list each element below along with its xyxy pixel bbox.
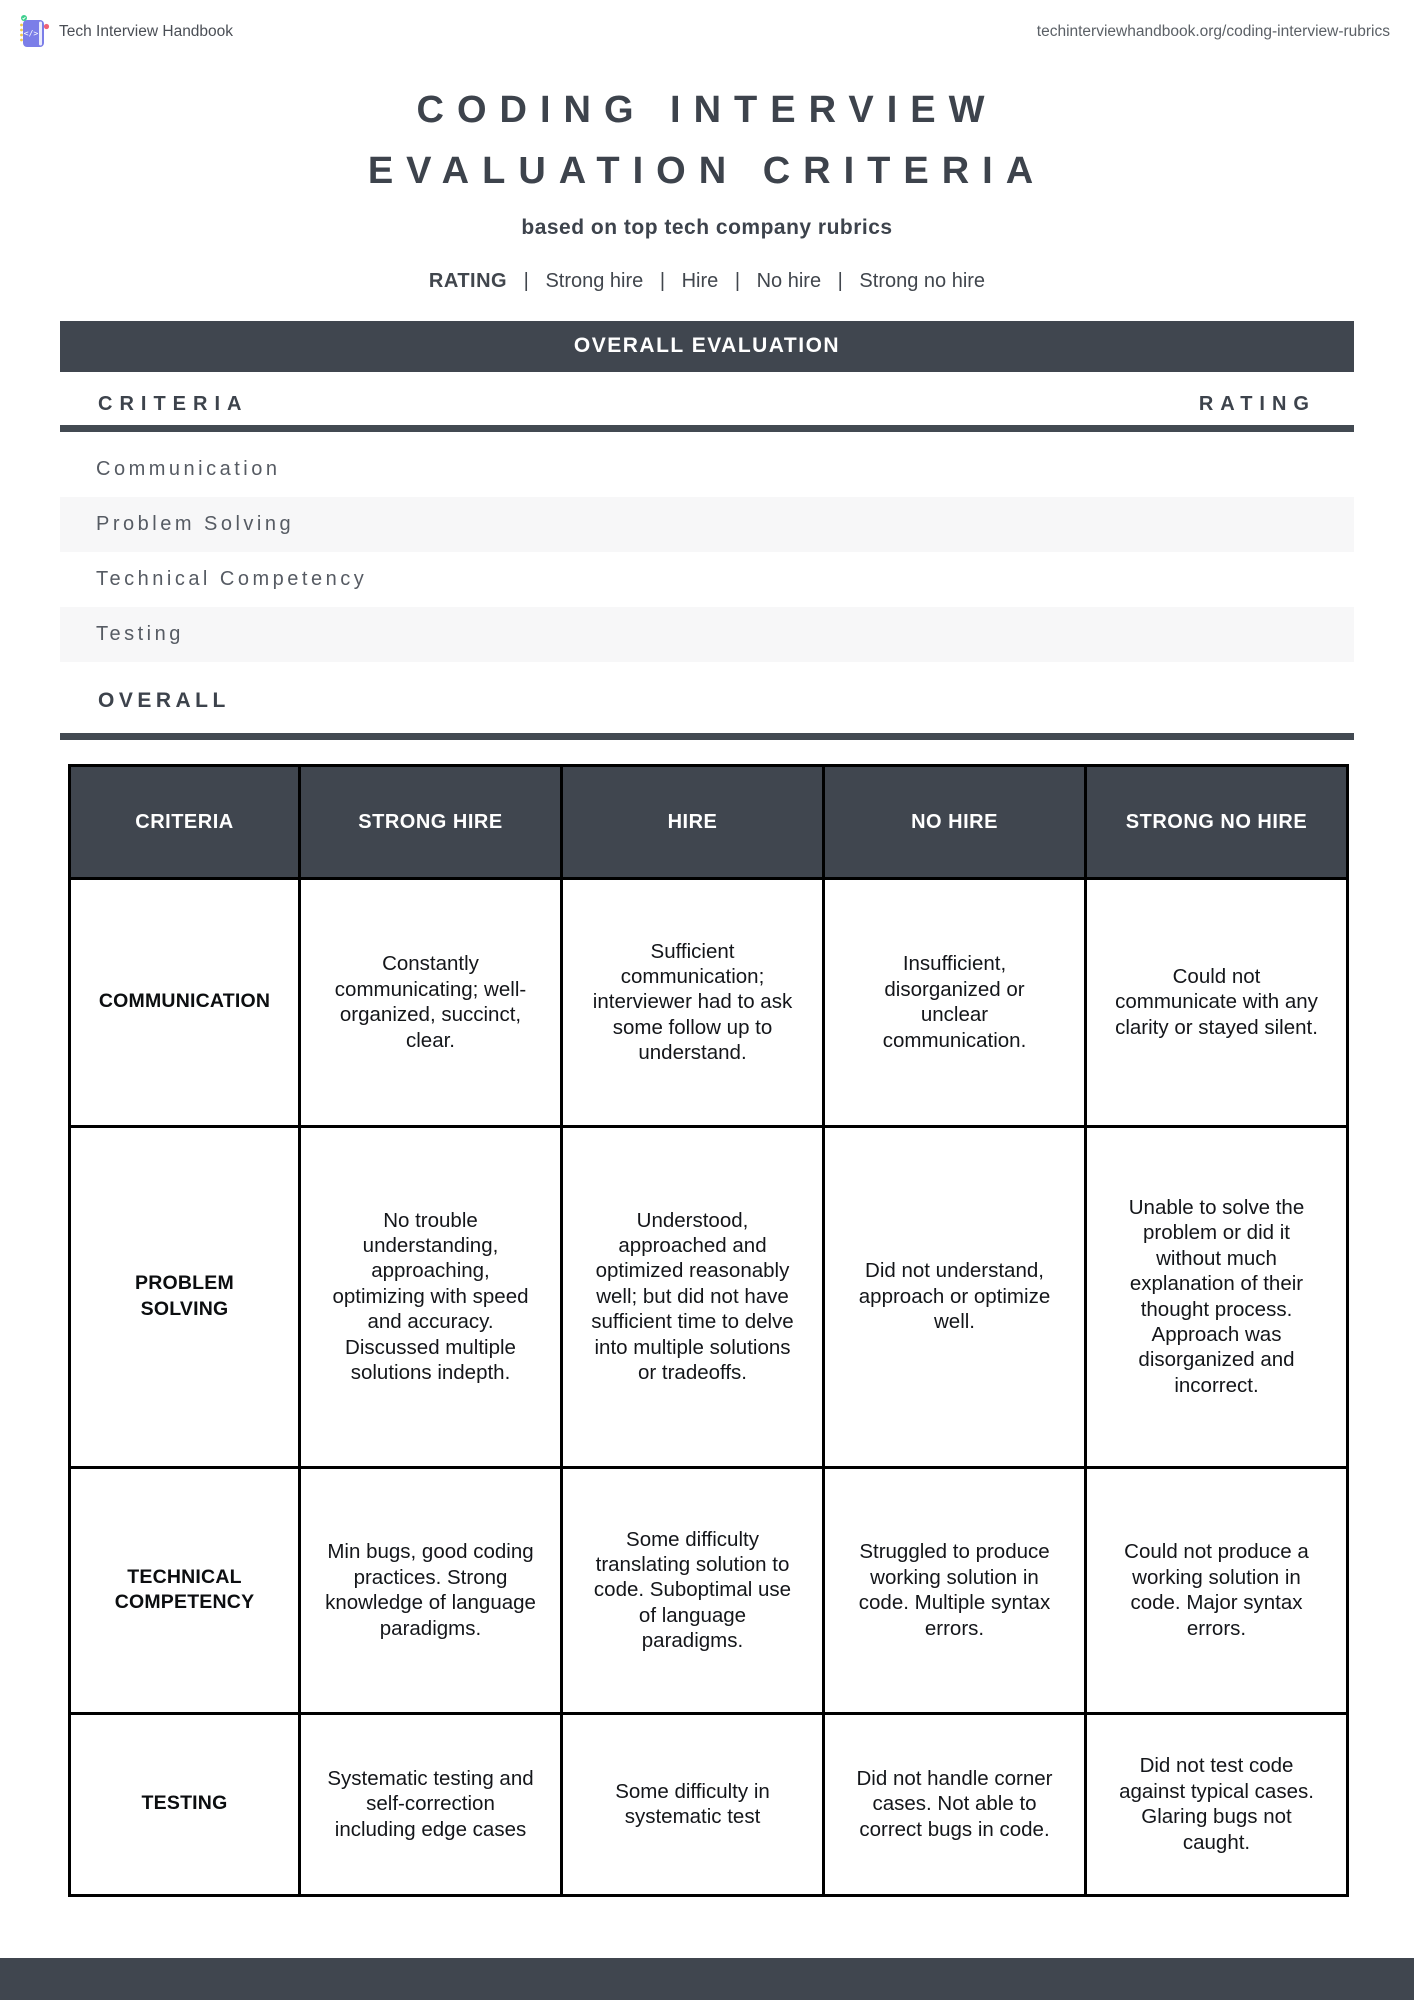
- separator: |: [734, 269, 741, 292]
- table-row: [70, 1467, 1348, 1713]
- row-label-testing: TESTING: [70, 1713, 300, 1895]
- brand-name: Tech Interview Handbook: [59, 23, 234, 40]
- page-title-line-2: EVALUATION CRITERIA: [367, 149, 1047, 192]
- page-title: [0, 80, 1414, 202]
- column-header-strong-hire: STRONG HIRE: [300, 765, 562, 878]
- criteria-list: [60, 442, 1354, 662]
- cell-technical-competency-strong-no-hire: Could not produce a working solution in code. Major syntax errors.: [1086, 1467, 1348, 1713]
- cell-technical-competency-hire: Some difficulty translating solution to code. Suboptimal use of language paradigms.: [562, 1467, 824, 1713]
- site-url: techinterviewhandbook.org/coding-interview-rubrics: [1036, 23, 1390, 40]
- cell-problem-solving-hire: Understood, approached and optimized reasonably well; but did not have sufficient time to delve into multiple solutions or tradeoffs.: [562, 1126, 824, 1467]
- separator: |: [837, 269, 843, 292]
- cell-communication-hire: Sufficient communication; interviewer had to ask some follow up to understand.: [562, 878, 824, 1126]
- cell-problem-solving-strong-hire: No trouble understanding, approaching, optimizing with speed and accuracy. Discussed multiple solutions indepth.: [300, 1126, 562, 1467]
- criteria-row-testing: Testing: [60, 607, 1354, 662]
- footer-bar: [0, 1958, 1414, 2000]
- rating-legend-label: RATING: [428, 269, 508, 292]
- cell-technical-competency-no-hire: Struggled to produce working solution in code. Multiple syntax errors.: [824, 1467, 1086, 1713]
- column-header-hire: HIRE: [562, 765, 824, 878]
- section-header-bar: [60, 321, 1354, 372]
- separator: |: [523, 269, 529, 292]
- table-row: [70, 878, 1348, 1126]
- criteria-row-problem-solving: Problem Solving: [60, 497, 1354, 552]
- cell-problem-solving-no-hire: Did not understand, approach or optimize well.: [824, 1126, 1086, 1467]
- column-headers: [60, 393, 1354, 416]
- cell-testing-hire: Some difficulty in systematic test: [562, 1713, 824, 1895]
- brand: [14, 13, 233, 51]
- rating-option-strong-no-hire: Strong no hire: [859, 269, 986, 292]
- rating-option-strong-hire: Strong hire: [545, 269, 644, 292]
- cell-communication-strong-no-hire: Could not communicate with any clarity or stayed silent.: [1086, 878, 1348, 1126]
- separator: |: [659, 269, 666, 292]
- table-row: [70, 1126, 1348, 1467]
- criteria-row-technical-competency: Technical Competency: [96, 567, 368, 590]
- rubric-table: [68, 764, 1349, 1897]
- section-title: OVERALL EVALUATION: [573, 334, 841, 358]
- criteria-column-header: CRITERIA: [98, 392, 249, 415]
- rubric-table-header: [70, 765, 1348, 878]
- row-label-problem-solving: PROBLEM SOLVING: [70, 1126, 300, 1467]
- criteria-row-communication: Communication: [96, 457, 281, 480]
- svg-text:</>: </>: [23, 29, 39, 38]
- cell-testing-strong-no-hire: Did not test code against typical cases. Glaring bugs not caught.: [1086, 1713, 1348, 1895]
- rating-column-header: RATING: [1198, 392, 1316, 415]
- overall-label: OVERALL: [98, 688, 230, 712]
- cell-technical-competency-strong-hire: Min bugs, good coding practices. Strong knowledge of language paradigms.: [300, 1467, 562, 1713]
- page-subtitle: based on top tech company rubrics: [521, 215, 893, 239]
- book-code-icon: [14, 13, 50, 51]
- rating-option-no-hire: No hire: [756, 269, 822, 292]
- divider-rule: [60, 425, 1354, 432]
- column-header-criteria: CRITERIA: [70, 765, 300, 878]
- cell-communication-no-hire: Insufficient, disorganized or unclear communication.: [824, 878, 1086, 1126]
- column-header-no-hire: NO HIRE: [824, 765, 1086, 878]
- cell-testing-no-hire: Did not handle corner cases. Not able to correct bugs in code.: [824, 1713, 1086, 1895]
- overall-evaluation-section: [60, 321, 1354, 740]
- top-header: [0, 0, 1414, 52]
- row-label-communication: COMMUNICATION: [70, 878, 300, 1126]
- cell-problem-solving-strong-no-hire: Unable to solve the problem or did it without much explanation of their thought process. Approach was disorganized and incorrect.: [1086, 1126, 1348, 1467]
- cell-testing-strong-hire: Systematic testing and self-correction including edge cases: [300, 1713, 562, 1895]
- column-header-strong-no-hire: STRONG NO HIRE: [1086, 765, 1348, 878]
- cell-communication-strong-hire: Constantly communicating; well-organized, succinct, clear.: [300, 878, 562, 1126]
- row-label-technical-competency: TECHNICAL COMPETENCY: [70, 1467, 300, 1713]
- rating-legend: [0, 270, 1414, 293]
- divider-rule: [60, 733, 1354, 740]
- page-title-line-1: CODING INTERVIEW: [416, 89, 998, 131]
- table-row: [70, 1713, 1348, 1895]
- rating-option-hire: Hire: [681, 269, 719, 292]
